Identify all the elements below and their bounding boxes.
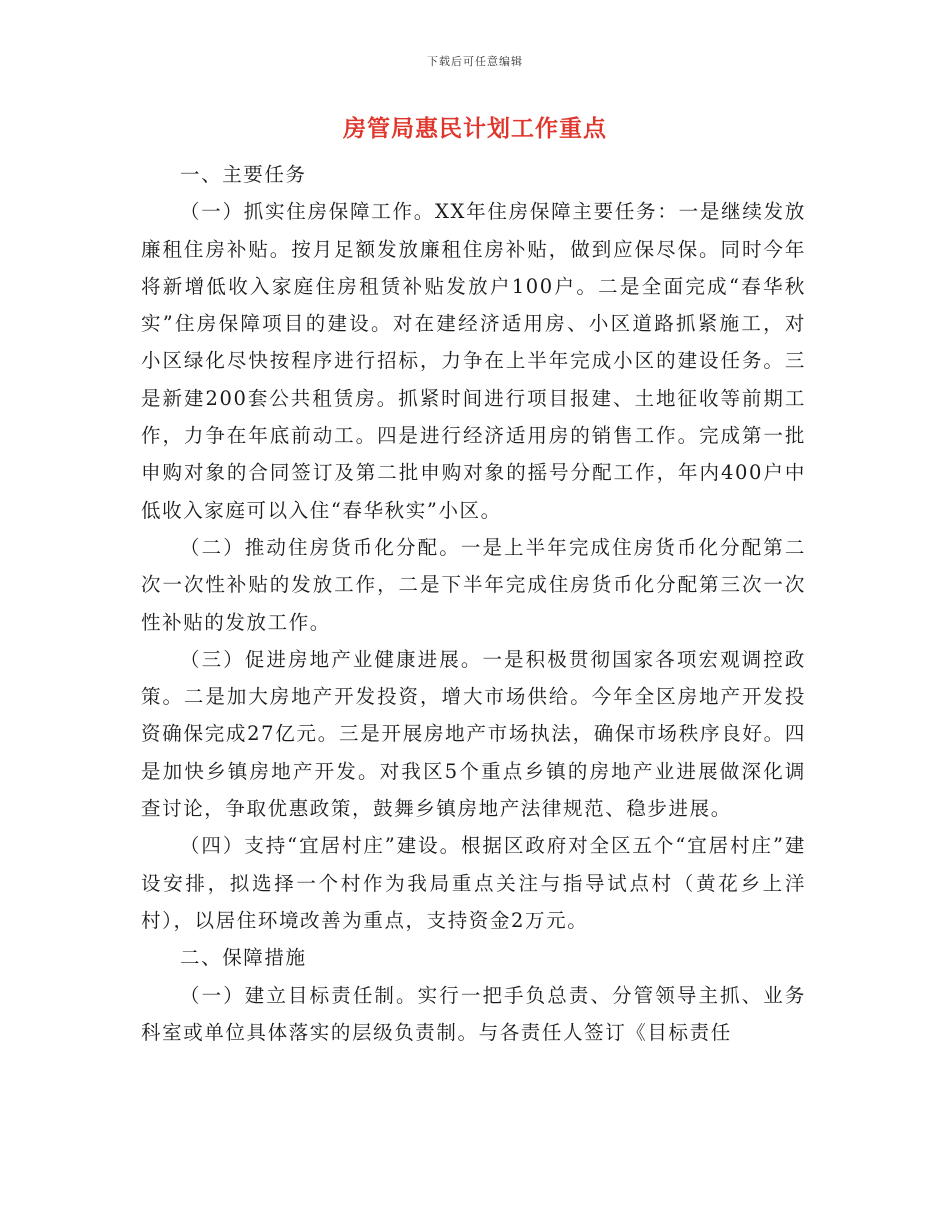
paragraph-monetized-allocation: （二）推动住房货币化分配。一是上半年完成住房货币化分配第二次一次性补贴的发放工作，二是下半年完成住房货币化分配第三次一次性补贴的发放工作。: [141, 535, 806, 634]
paragraph-housing-security: （一）抓实住房保障工作。XX年住房保障主要任务：一是继续发放廉租住房补贴。按月足额发放廉租住房补贴，做到应保尽保。同时今年将新增低收入家庭住房租赁补贴发放户100户。二是全面完成“春华秋实”住房保障项目的建设。对在建经济适用房、小区道路抓紧施工，对小区绿化尽快按程序进行招标，力争在上半年完成小区的建设任务。三是新建200套公共租赁房。抓紧时间进行项目报建、土地征收等前期工作，力争在年底前动工。四是进行经济适用房的销售工作。完成第一批申购对象的合同签订及第二批申购对象的摇号分配工作，年内400户中低收入家庭可以入住“春华秋实”小区。: [141, 200, 806, 522]
section-heading-safeguards: 二、保障措施: [180, 946, 307, 970]
paragraph-responsibility-system: （一）建立目标责任制。实行一把手负总责、分管领导主抓、业务科室或单位具体落实的层级负责制。与各责任人签订《目标责任: [141, 983, 806, 1044]
page-header-note: 下载后可任意编辑: [427, 55, 523, 68]
section-heading-main-tasks: 一、主要任务: [180, 163, 307, 186]
paragraph-livable-village: （四）支持“宜居村庄”建设。根据区政府对全区五个“宜居村庄”建设安排，拟选择一个村作为我局重点关注与指导试点村（黄花乡上洋村），以居住环境改善为重点，支持资金2万元。: [141, 834, 806, 932]
document-title: 房管局惠民计划工作重点: [343, 115, 607, 142]
document-body: [141, 156, 806, 1051]
paragraph-real-estate-development: （三）促进房地产业健康进展。一是积极贯彻国家各项宏观调控政策。二是加大房地产开发投资，增大市场供给。今年全区房地产开发投资确保完成27亿元。三是开展房地产市场执法，确保市场秩序良好。四是加快乡镇房地产开发。对我区5个重点乡镇的房地产业进展做深化调查讨论，争取优惠政策，鼓舞乡镇房地产法律规范、稳步进展。: [141, 647, 806, 821]
